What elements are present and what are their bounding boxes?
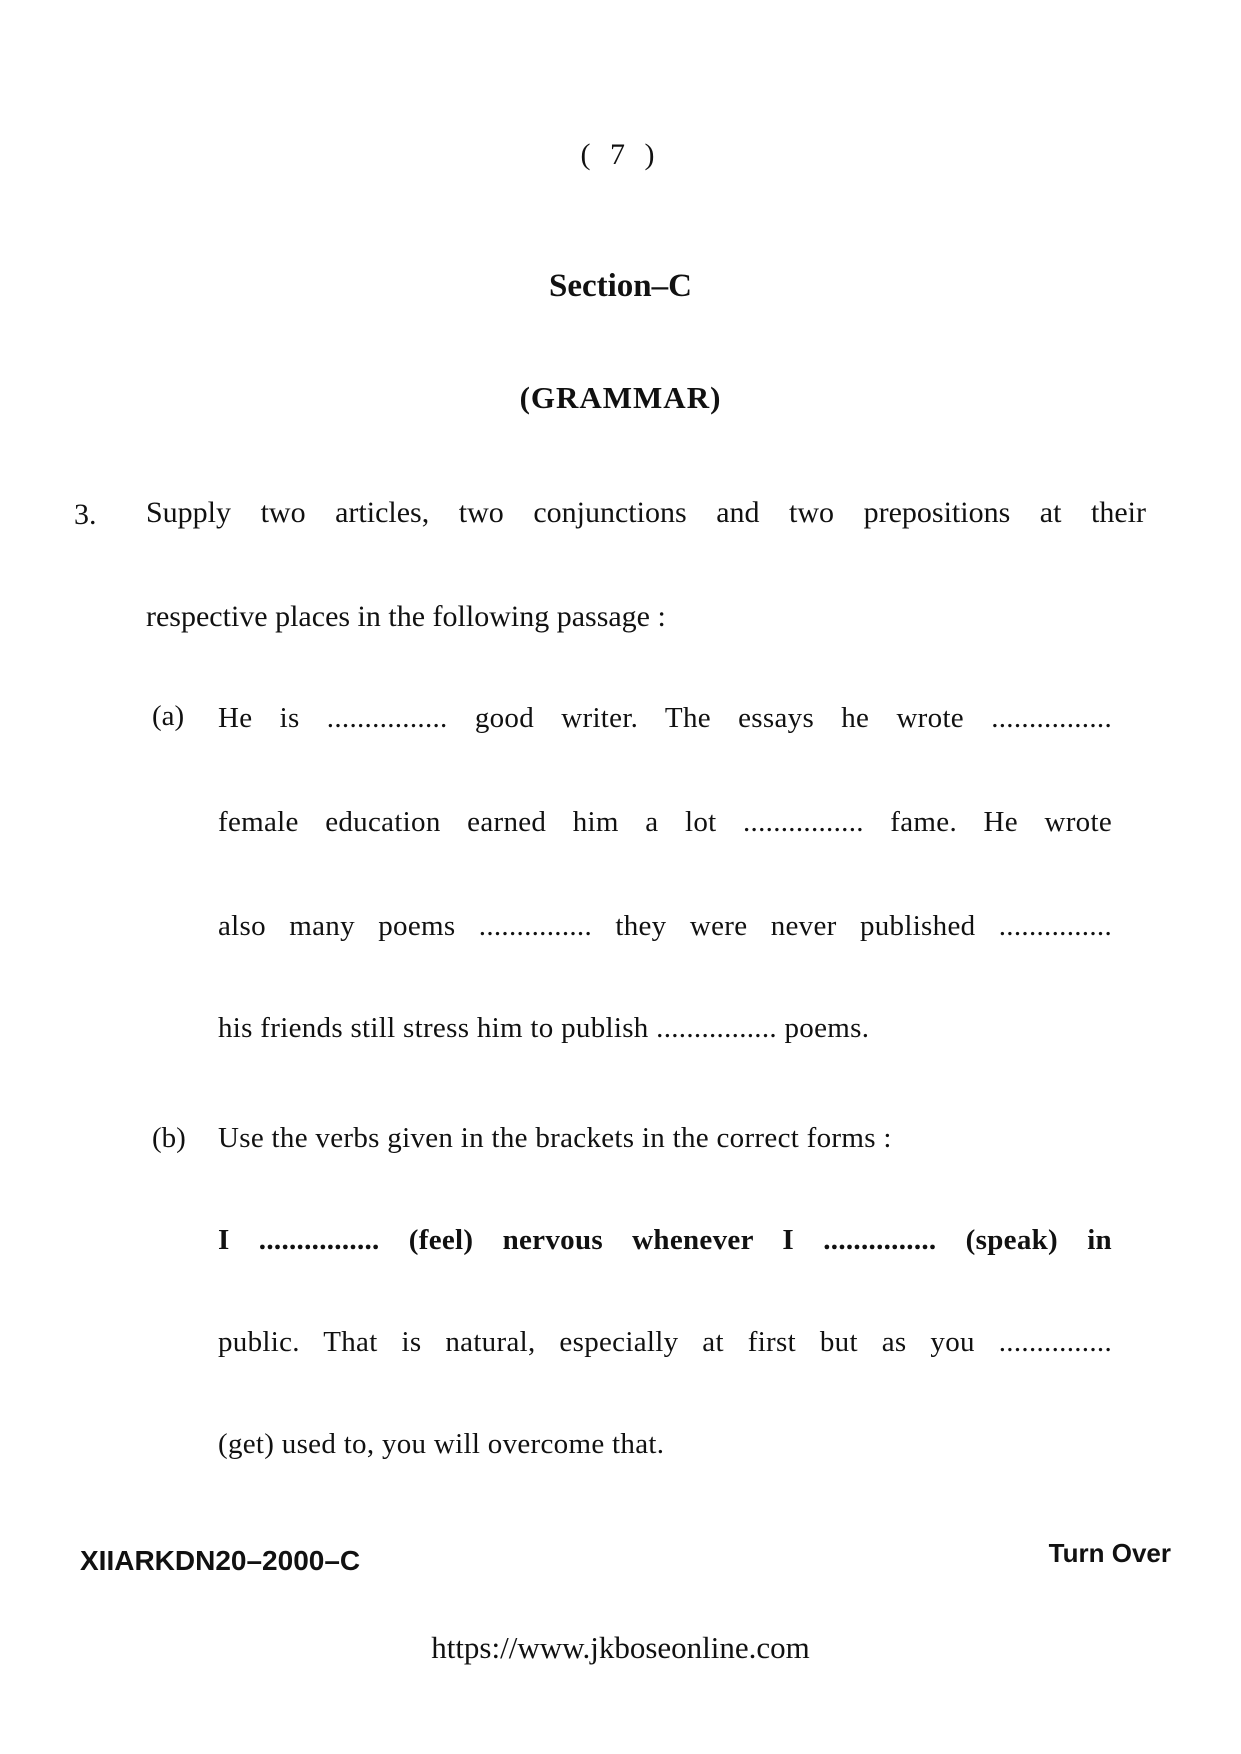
part-b-line: (get) used to, you will overcome that.: [218, 1428, 665, 1460]
question-number: 3.: [74, 498, 97, 531]
part-a-label: (a): [152, 700, 185, 732]
paper-code: XIIARKDN20–2000–C: [80, 1545, 361, 1576]
part-b-line: I ................ (feel) nervous whenever I ............... (speak) in: [218, 1224, 1112, 1256]
turn-over-label: Turn Over: [1048, 1538, 1171, 1568]
part-b-label: (b): [152, 1122, 186, 1154]
part-b-line: public. That is natural, especially at first but as you ...............: [218, 1326, 1112, 1358]
part-a-line: female education earned him a lot ................ fame. He wrote: [218, 806, 1112, 838]
section-subtitle: (GRAMMAR): [519, 380, 722, 415]
page-number: ( 7 ): [580, 138, 661, 171]
question-prompt-line-2: respective places in the following passage :: [146, 600, 666, 633]
part-a-line: also many poems ............... they were never published ...............: [218, 910, 1112, 942]
part-b-instruction: Use the verbs given in the brackets in the correct forms :: [218, 1122, 892, 1154]
part-a-line: his friends still stress him to publish ................ poems.: [218, 1012, 870, 1044]
source-url: https://www.jkboseonline.com: [431, 1630, 810, 1665]
part-a-line: He is ................ good writer. The essays he wrote ................: [218, 702, 1112, 734]
section-title: Section–C: [549, 268, 692, 304]
question-prompt-line-1: Supply two articles, two conjunctions and two prepositions at their: [146, 496, 1146, 529]
